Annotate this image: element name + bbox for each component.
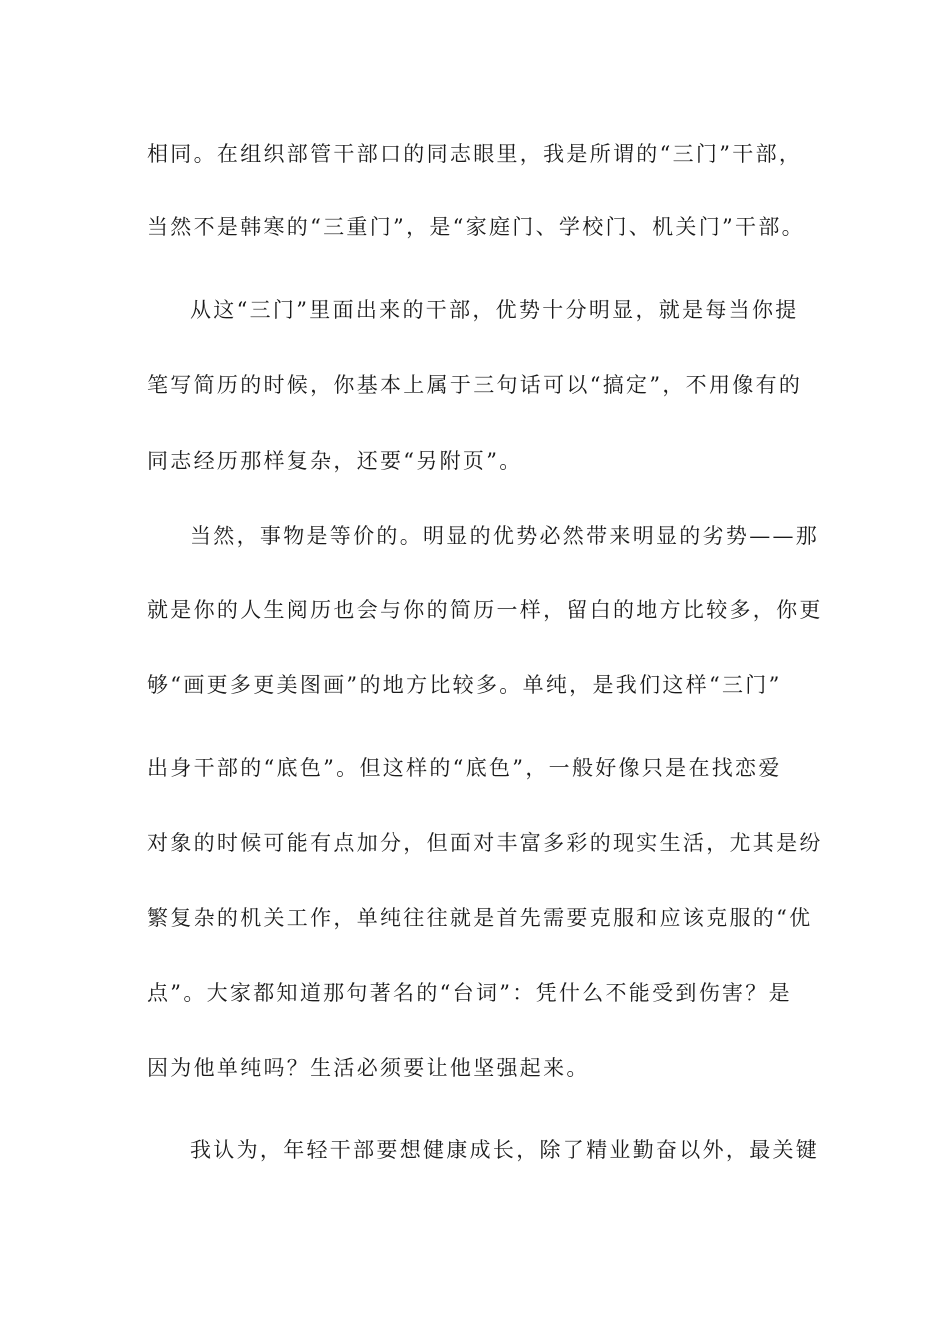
text-line: 对象的时候可能有点加分，但面对丰富多彩的现实生活，尤其是纷	[147, 831, 823, 855]
text-line: 繁复杂的机关工作，单纯往往就是首先需要克服和应该克服的“优	[147, 906, 813, 930]
text-line: 同志经历那样复杂，还要“另附页”。	[147, 449, 523, 473]
text-line: 从这“三门”里面出来的干部，优势十分明显，就是每当你提	[190, 298, 799, 322]
text-line: 因为他单纯吗？生活必须要让他坚强起来。	[147, 1056, 590, 1080]
text-line: 够“画更多更美图画”的地方比较多。单纯，是我们这样“三门”	[147, 673, 782, 697]
text-line: 出身干部的“底色”。但这样的“底色”，一般好像只是在找恋爱	[147, 756, 782, 780]
text-line: 相同。在组织部管干部口的同志眼里，我是所谓的“三门”干部，	[147, 142, 803, 166]
text-line: 就是你的人生阅历也会与你的简历一样，留白的地方比较多，你更	[147, 598, 823, 622]
text-line: 当然，事物是等价的。明显的优势必然带来明显的劣势——那	[190, 524, 820, 548]
text-line: 点”。大家都知道那句著名的“台词”：凭什么不能受到伤害？是	[147, 981, 792, 1005]
text-line: 我认为，年轻干部要想健康成长，除了精业勤奋以外，最关键	[190, 1138, 820, 1162]
text-line: 当然不是韩寒的“三重门”，是“家庭门、学校门、机关门”干部。	[147, 215, 805, 239]
text-line: 笔写简历的时候，你基本上属于三句话可以“搞定”，不用像有的	[147, 373, 803, 397]
